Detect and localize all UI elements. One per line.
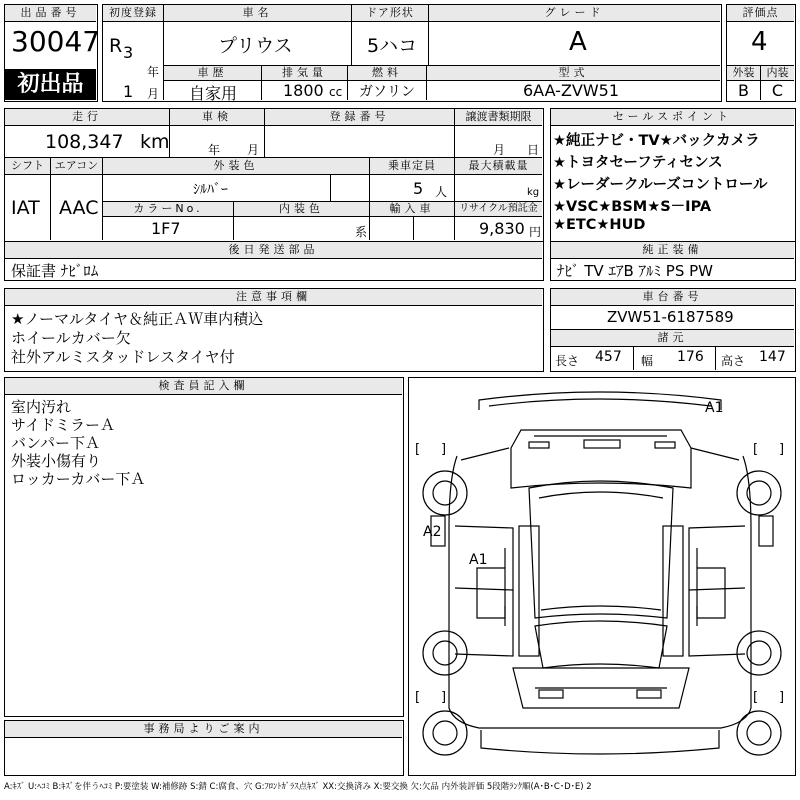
rear-bumper-outline [481, 730, 719, 754]
sales-points-box [550, 108, 796, 242]
first-reg-era: R [109, 35, 123, 57]
bracket: ] [441, 442, 447, 457]
later-parts-label: 後日発送部品 [5, 242, 542, 258]
sales-point-line: ★純正ナビ・TV★バックカメラ [553, 133, 760, 149]
sales-point-line: ★ETC★HUD [553, 217, 646, 233]
recycle-value: 9,830 [479, 219, 525, 238]
model-value: 6AA-ZVW51 [523, 81, 620, 100]
dims-width-label: 幅 [641, 354, 654, 368]
first-reg-month: 1 [123, 82, 134, 101]
color-no-value: 1F7 [151, 219, 181, 238]
exterior-label: 外装色 [103, 158, 369, 174]
door-value: 5ハコ [367, 35, 418, 57]
score-label: 評価点 [727, 5, 794, 21]
sales-point-line: ★VSC★BSM★S－IPA [553, 199, 712, 215]
spec-box [4, 108, 544, 242]
wheel-front-right [737, 471, 781, 515]
capacity-unit: 人 [435, 185, 448, 199]
sales-point-line: ★レーダークルーズコントロール [553, 177, 768, 193]
bracket: [ [753, 442, 759, 457]
transfer-label: 譲渡書類期限 [455, 109, 542, 125]
dims-height-label: 高さ [721, 354, 746, 368]
inspector-box [4, 377, 404, 717]
equipment-value: ﾅﾋﾞ TV ｴｱB ｱﾙﾐ PS PW [557, 262, 713, 280]
recycle-unit: 円 [529, 225, 542, 239]
displacement-value: 1800 [283, 81, 324, 100]
wheel-rear-left [423, 631, 467, 675]
damage-mark: A1 [469, 552, 488, 568]
inspector-line: 室内汚れ [11, 398, 72, 416]
score-ext-value: B [738, 81, 749, 100]
transfer-day-unit: 日 [527, 143, 540, 157]
ac-value: AAC [59, 197, 99, 219]
car-name-value: プリウス [218, 35, 293, 57]
notes-line: ホイールカバー欠 [11, 329, 131, 347]
auction-no-label: 出品番号 [5, 5, 96, 21]
later-parts-box [4, 241, 544, 281]
load-label: 最大積載量 [455, 158, 542, 174]
model-label: 型式 [427, 66, 720, 80]
interior-suffix: 系 [355, 225, 368, 239]
bracket: [ [415, 690, 421, 705]
sales-point-line: ★トヨタセーフティセンス [553, 155, 723, 171]
displacement-unit: cc [329, 85, 343, 99]
notes-line: ★ノーマルタイヤ＆純正ＡＷ車内積込 [11, 310, 264, 328]
car-name-label: 車名 [164, 5, 351, 21]
reg-no-label: 登録番号 [265, 109, 454, 125]
displacement-label: 排気量 [262, 66, 347, 80]
history-label: 車歴 [164, 66, 261, 80]
auction-no-value: 30047 [11, 25, 101, 58]
shift-label: シフト [5, 158, 50, 174]
auction-no-box [4, 4, 101, 102]
notes-label: 注意事項欄 [5, 289, 542, 305]
chassis-value: ZVW51-6187589 [607, 308, 734, 326]
car-diagram [409, 378, 794, 774]
capacity-value: 5 [413, 179, 424, 198]
mileage-label: 走行 [5, 109, 169, 125]
score-int-value: C [771, 81, 784, 100]
transfer-month-unit: 月 [493, 143, 506, 157]
exterior-value: ｼﾙﾊﾞｰ [193, 182, 228, 198]
score-box [726, 4, 796, 102]
chassis-label: 車台番号 [551, 289, 794, 305]
inspector-line: ロッカーカバー下Ａ [11, 470, 146, 488]
equipment-box [550, 241, 796, 281]
inspector-line: 外装小傷有り [11, 452, 102, 470]
shift-value: IAT [11, 197, 40, 219]
office-box [4, 720, 404, 776]
dims-length-value: 457 [595, 349, 622, 365]
bracket: ] [779, 690, 785, 705]
grade-label: グレード [429, 5, 720, 21]
roof-outline [529, 481, 673, 618]
bracket: [ [753, 690, 759, 705]
inspection-month-unit: 月 [247, 143, 260, 157]
inspection-label: 車検 [170, 109, 264, 125]
sales-points-label: セールスポイント [551, 109, 794, 125]
body-outline [449, 456, 751, 728]
score-value: 4 [751, 27, 768, 57]
door-label: ドア形状 [352, 5, 428, 21]
bracket: [ [415, 442, 421, 457]
capacity-label: 乗車定員 [370, 158, 454, 174]
interior-label: 内装色 [234, 202, 369, 216]
first-reg-year: 3 [123, 43, 134, 62]
mileage-value: 108,347 [45, 131, 124, 153]
history-value: 自家用 [189, 84, 238, 103]
first-reg-month-unit: 月 [147, 87, 160, 101]
dims-length-label: 長さ [555, 354, 580, 368]
first-reg-year-unit: 年 [147, 65, 160, 79]
notes-line: 社外アルミスタッドレスタイヤ付 [11, 348, 235, 366]
dims-height-value: 147 [759, 349, 786, 365]
inspection-year-unit: 年 [208, 143, 221, 157]
bracket: ] [441, 690, 447, 705]
damage-mark: A2 [423, 524, 442, 540]
front-bumper-outline [479, 392, 721, 410]
chassis-box [550, 288, 796, 372]
notes-box [4, 288, 544, 372]
inspector-line: サイドミラーＡ [11, 416, 115, 434]
fuel-label: 燃料 [348, 66, 426, 80]
equipment-label: 純正装備 [551, 242, 794, 258]
dims-width-value: 176 [677, 349, 704, 365]
score-ext-label: 外装 [727, 66, 760, 80]
left-doors-outline [455, 526, 513, 656]
recycle-label: リサイクル預託金 [455, 202, 542, 216]
wheel-front-left [423, 471, 467, 515]
rear-window-outline [535, 621, 667, 668]
import-label: 輸入車 [370, 202, 454, 216]
fuel-value: ガソリン [359, 84, 415, 100]
score-int-label: 内装 [761, 66, 794, 80]
inspector-label: 検査員記入欄 [5, 378, 402, 394]
spare-wheel [423, 711, 467, 755]
first-listing-badge: 初出品 [5, 69, 96, 100]
dims-label: 諸元 [551, 330, 794, 346]
load-unit: kg [527, 187, 540, 198]
first-reg-label: 初度登録 [103, 5, 163, 21]
wheel-rear-right [737, 631, 781, 675]
color-no-label: カラーNo. [103, 202, 233, 216]
office-label: 事務局よりご案内 [5, 721, 402, 737]
vehicle-info-box [102, 4, 722, 102]
grade-value: A [569, 27, 587, 57]
later-parts-value: 保証書 ﾅﾋﾞﾛﾑ [11, 262, 99, 280]
hood-outline [511, 430, 691, 488]
inspector-line: バンパー下Ａ [11, 434, 100, 452]
car-diagram-box [408, 377, 796, 776]
legend-text: A:ｷｽﾞ U:ﾍｺﾐ B:ｷｽﾞを伴うﾍｺﾐ P:要塗装 W:補修跡 S:錆 C:腐食、穴 G:ﾌﾛﾝﾄｶﾞﾗｽ点ｷｽﾞ XX:交換済み X:要交換 欠:欠品 内外装評価 5段階ﾗﾝｸ順(A･B･C･D･E) 2 [4, 782, 592, 792]
ac-label: エアコン [51, 158, 102, 174]
damage-mark: A1 [705, 400, 724, 416]
bracket: ] [779, 442, 785, 457]
mileage-unit: km [140, 131, 170, 153]
